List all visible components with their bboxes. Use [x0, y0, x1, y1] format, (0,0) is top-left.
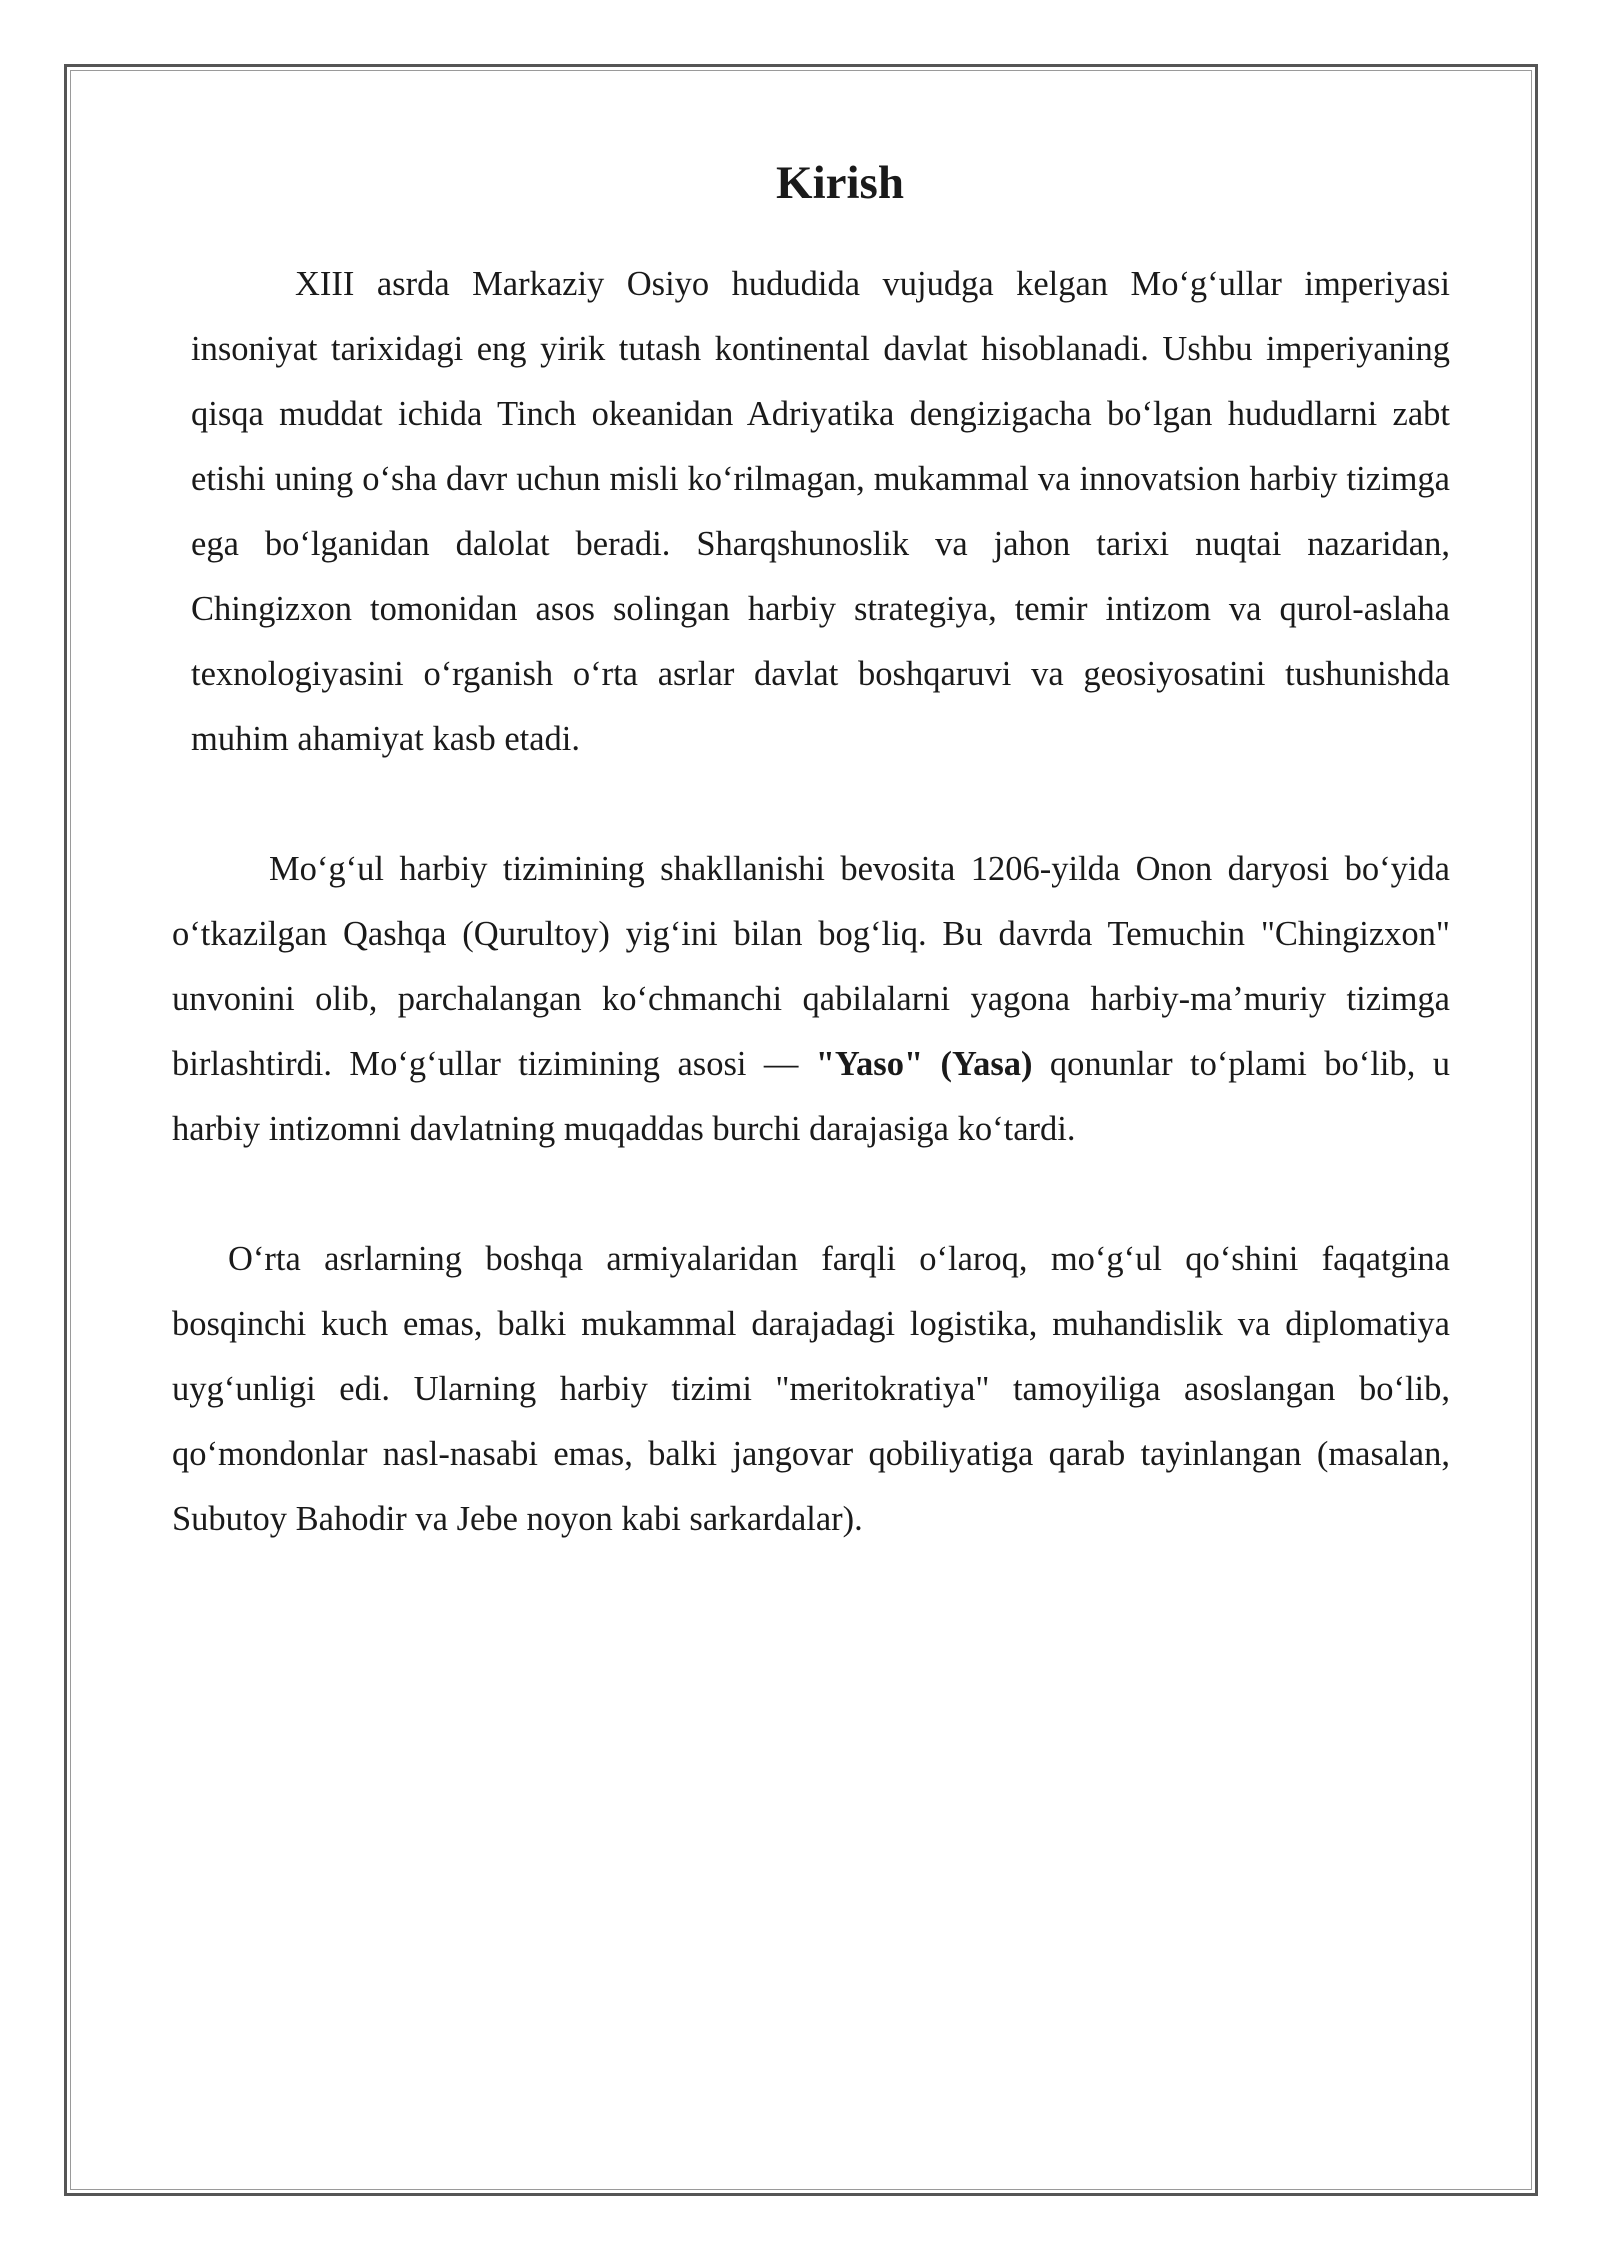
paragraph-yaso-bold-term: "Yaso" (Yasa): [815, 1045, 1033, 1083]
paragraph-intro: XIII asrda Markaziy Osiyo hududida vujudga kelgan Moʻgʻullar imperiyasi insoniyat tarixidagi eng yirik tutash kontinental davlat hisoblanadi. Ushbu imperiyaning qisqa muddat ichida Tinch okeanidan Adriyatika dengizigacha boʻlgan hududlarni zabt etishi uning oʻsha davr uchun misli koʻrilmagan, mukammal va innovatsion harbiy tizimga ega boʻlganidan dalolat beradi. Sharqshunoslik va jahon tarixi nuqtai nazaridan, Chingizxon tomonidan asos solingan harbiy strategiya, temir intizom va qurol-aslaha texnologiyasini oʻrganish oʻrta asrlar davlat boshqaruvi va geosiyosatini tushunishda muhim ahamiyat kasb etadi.: [191, 265, 1450, 758]
paragraph-meritocracy: Oʻrta asrlarning boshqa armiyalaridan farqli oʻlaroq, moʻgʻul qoʻshini faqatgina bosqinchi kuch emas, balki mukammal darajadagi logistika, muhandislik va diplomatiya uygʻunligi edi. Ularning harbiy tizimi "meritokratiya" tamoyiliga asoslangan boʻlib, qoʻmondonlar nasl-nasabi emas, balki jangovar qobiliyatiga qarab tayinlangan (masalan, Subutoy Bahodir va Jebe noyon kabi sarkardalar).: [172, 1240, 1450, 1538]
paragraph-yaso-text-after: qonunlar toʻplami boʻlib, u harbiy intizomni davlatning muqaddas burchi darajasiga koʻtardi.: [172, 1045, 1450, 1148]
page-title: Kirish: [776, 157, 904, 209]
paragraph-yaso: [172, 837, 1450, 1162]
paragraph-yaso-text-before: Moʻgʻul harbiy tizimining shakllanishi bevosita 1206-yilda Onon daryosi boʻyida oʻtkazilgan Qashqa (Qurultoy) yigʻini bilan bogʻliq. Bu davrda Temuchin "Chingizxon" unvonini olib, parchalangan koʻchmanchi qabilalarni yagona harbiy-ma’muriy tizimga birlashtirdi. Moʻgʻullar tizimining asosi —: [172, 850, 1450, 1083]
